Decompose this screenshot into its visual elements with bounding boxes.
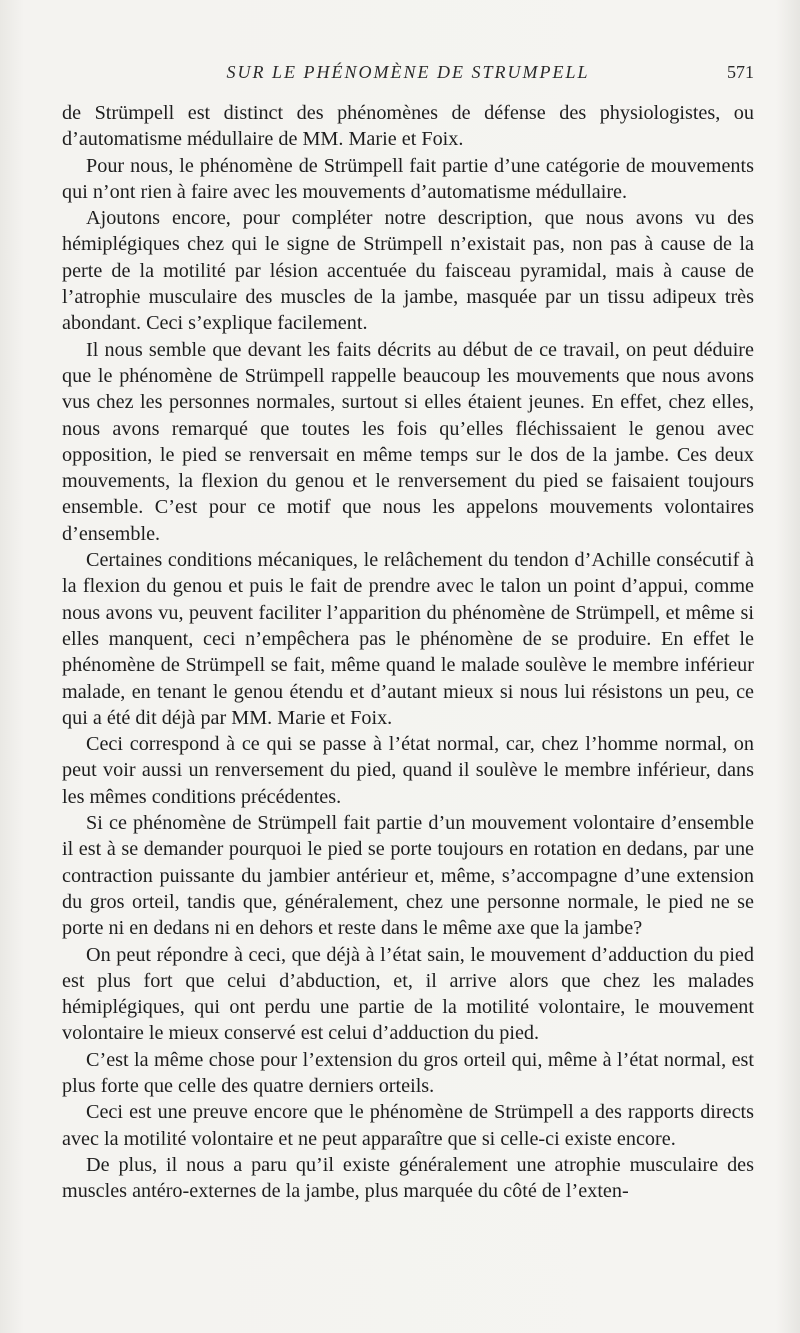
paragraph: Pour nous, le phénomène de Strümpell fait partie d’une catégorie de mouvements qui n’ont rien à faire avec les mouvements d’automatisme médullaire.: [62, 154, 754, 203]
paragraph: C’est la même chose pour l’extension du gros orteil qui, même à l’état normal, est plus forte que celle des quatre derniers orteils.: [62, 1048, 754, 1097]
body-text: [62, 100, 754, 1204]
paragraph: Ceci correspond à ce qui se passe à l’état normal, car, chez l’homme normal, on peut voir aussi un renversement du pied, quand il soulève le membre inférieur, dans les mêmes conditions précédentes.: [62, 733, 754, 808]
page-header: [62, 62, 754, 88]
paragraph: de Strümpell est distinct des phénomènes de défense des physiologistes, ou d’automatisme médullaire de MM. Marie et Foix.: [62, 102, 754, 151]
paragraph: On peut répondre à ceci, que déjà à l’état sain, le mouvement d’adduction du pied est plus fort que celui d’abduction, et, il arrive alors que chez les malades hémiplégiques, qui ont perdu une partie de la motilité volontaire, le mouvement volontaire le mieux conservé est celui d’adduction du pied.: [62, 943, 754, 1045]
running-title: SUR LE PHÉNOMÈNE DE STRUMPELL: [226, 62, 590, 82]
paragraph: Si ce phénomène de Strümpell fait partie d’un mouvement volontaire d’ensemble il est à se demander pourquoi le pied se porte toujours en rotation en dedans, par une contraction puissante du jambier antérieur et, même, s’accompagne d’une extension du gros orteil, tandis que, généralement, chez une personne normale, le pied ne se porte ni en dedans ni en dehors et reste dans le même axe que la jambe?: [62, 812, 754, 940]
paragraph: Certaines conditions mécaniques, le relâchement du tendon d’Achille consécutif à la flexion du genou et puis le fait de prendre avec le talon un point d’appui, comme nous avons vu, peuvent faciliter l’apparition du phénomène de Strümpell, et même si elles manquent, ceci n’empêchera pas le phénomène de se produire. En effet le phénomène de Strümpell se fait, même quand le malade soulève le membre inférieur malade, en tenant le genou étendu et d’autant mieux si nous lui résistons un peu, ce qui a été dit déjà par MM. Marie et Foix.: [62, 549, 754, 729]
paragraph: Il nous semble que devant les faits décrits au début de ce travail, on peut déduire que le phénomène de Strümpell rappelle beaucoup les mouvements que nous avons vus chez les personnes normales, surtout si elles étaient jeunes. En effet, chez elles, nous avons remarqué que toutes les fois qu’elles fléchissaient le genou avec opposition, le pied se renversait en même temps sur le dos de la jambe. Ces deux mouvements, la flexion du genou et le renversement du pied se faisaient toujours ensemble. C’est pour ce motif que nous les appelons mouvements volontaires d’ensemble.: [62, 338, 754, 545]
paragraph: De plus, il nous a paru qu’il existe généralement une atrophie musculaire des muscles antéro-externes de la jambe, plus marquée du côté de l’exten-: [62, 1153, 754, 1203]
page-number: 571: [727, 62, 754, 82]
paragraph: Ceci est une preuve encore que le phénomène de Strümpell a des rapports directs avec la motilité volontaire et ne peut apparaître que si celle-ci existe encore.: [62, 1101, 754, 1150]
paragraph: Ajoutons encore, pour compléter notre description, que nous avons vu des hémiplégiques chez qui le signe de Strümpell n’existait pas, non pas à cause de la perte de la motilité par lésion accentuée du faisceau pyramidal, mais à cause de l’atrophie musculaire des muscles de la jambe, masquée par un tissu adipeux très abondant. Ceci s’explique facilement.: [62, 207, 754, 335]
